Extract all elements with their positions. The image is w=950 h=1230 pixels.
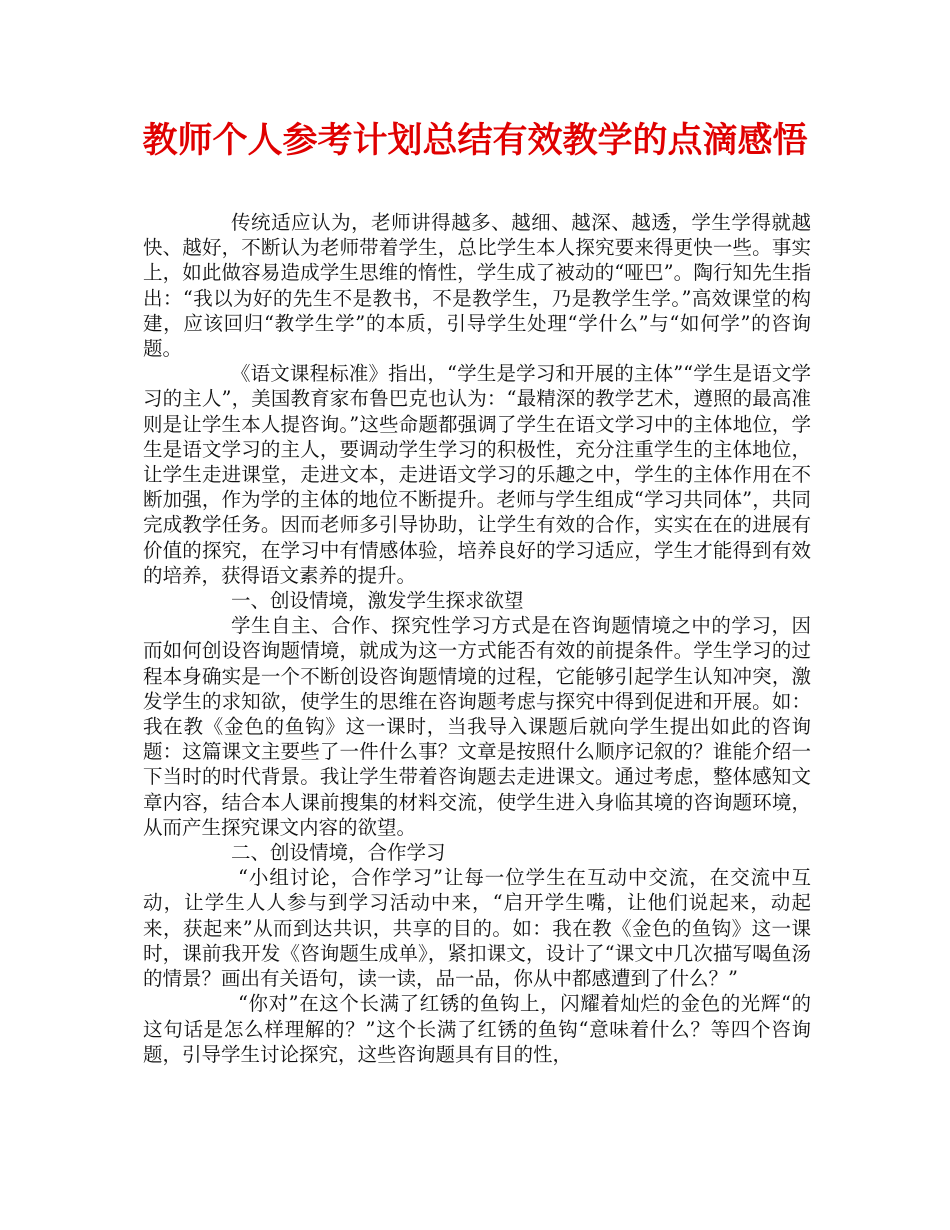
section-heading-1: 一、创设情境，激发学生探求欲望 [231, 589, 524, 613]
paragraph-5: “你对”在这个长满了红锈的鱼钩上，闪耀着灿烂的金色的光辉“的这句话是怎么样理解的？”这个长满了红锈的鱼钩“意味着什么？等四个咨询题，引导学生讨论探究，这些咨询题具有目的性， [143, 992, 811, 1066]
document-title: 教师个人参考计划总结有效教学的点滴感悟 [142, 121, 808, 161]
paragraph-2: 《语文课程标准》指出，“学生是学习和开展的主体”“学生是语文学习的主人”，美国教育家布鲁巴克也认为：“最精深的教学艺术，遵照的最高准则是让学生本人提咨询。”这些命题都强调了学生在语文学习中的主体地位，学生是语文学习的主人，要调动学生学习的积极性，充分注重学生的主体地位，让学生走进课堂，走进文本，走进语文学习的乐趣之中，学生的主体作用在不断加强，作为学的主体的地位不断提升。老师与学生组成“学习共同体”，共同完成教学任务。因而老师多引导协助，让学生有效的合作，实实在在的进展有价值的探究，在学习中有情感体验，培养良好的学习适应，学生才能得到有效的培养，获得语文素养的提升。 [143, 362, 811, 587]
paragraph-1: 传统适应认为，老师讲得越多、越细、越深、越透，学生学得就越快、越好，不断认为老师带着学生，总比学生本人探究要来得更快一些。事实上，如此做容易造成学生思维的惰性，学生成了被动的“哑巴”。陶行知先生指出：“我以为好的先生不是教书，不是教学生，乃是教学生学。”高效课堂的构建，应该回归“教学生学”的本质，引导学生处理“学什么”与“如何学”的咨询题。 [143, 211, 811, 361]
paragraph-3: 学生自主、合作、探究性学习方式是在咨询题情境之中的学习，因而如何创设咨询题情境，就成为这一方式能否有效的前提条件。学生学习的过程本身确实是一个不断创设咨询题情境的过程，它能够引起学生认知冲突，激发学生的求知欲，使学生的思维在咨询题考虑与探究中得到促进和开展。如：我在教《金色的鱼钩》这一课时，当我导入课题后就向学生提出如此的咨询题：这篇课文主要些了一件什么事？文章是按照什么顺序记叙的？谁能介绍一下当时的时代背景。我让学生带着咨询题去走进课文。通过考虑，整体感知文章内容，结合本人课前搜集的材料交流，使学生进入身临其境的咨询题环境，从而产生探究课文内容的欲望。 [143, 614, 811, 839]
paragraph-4: “小组讨论，合作学习”让每一位学生在互动中交流，在交流中互动，让学生人人参与到学习活动中来，“启开学生嘴，让他们说起来，动起来，获起来”从而到达共识，共享的目的。如：我在教《金色的鱼钩》这一课时，课前我开发《咨询题生成单》，紧扣课文，设计了“课文中几次描写喝鱼汤的情景？画出有关语句，读一读，品一品，你从中都感遭到了什么？” [143, 866, 811, 991]
document-body [143, 210, 811, 1067]
section-heading-2: 二、创设情境，合作学习 [231, 841, 446, 865]
